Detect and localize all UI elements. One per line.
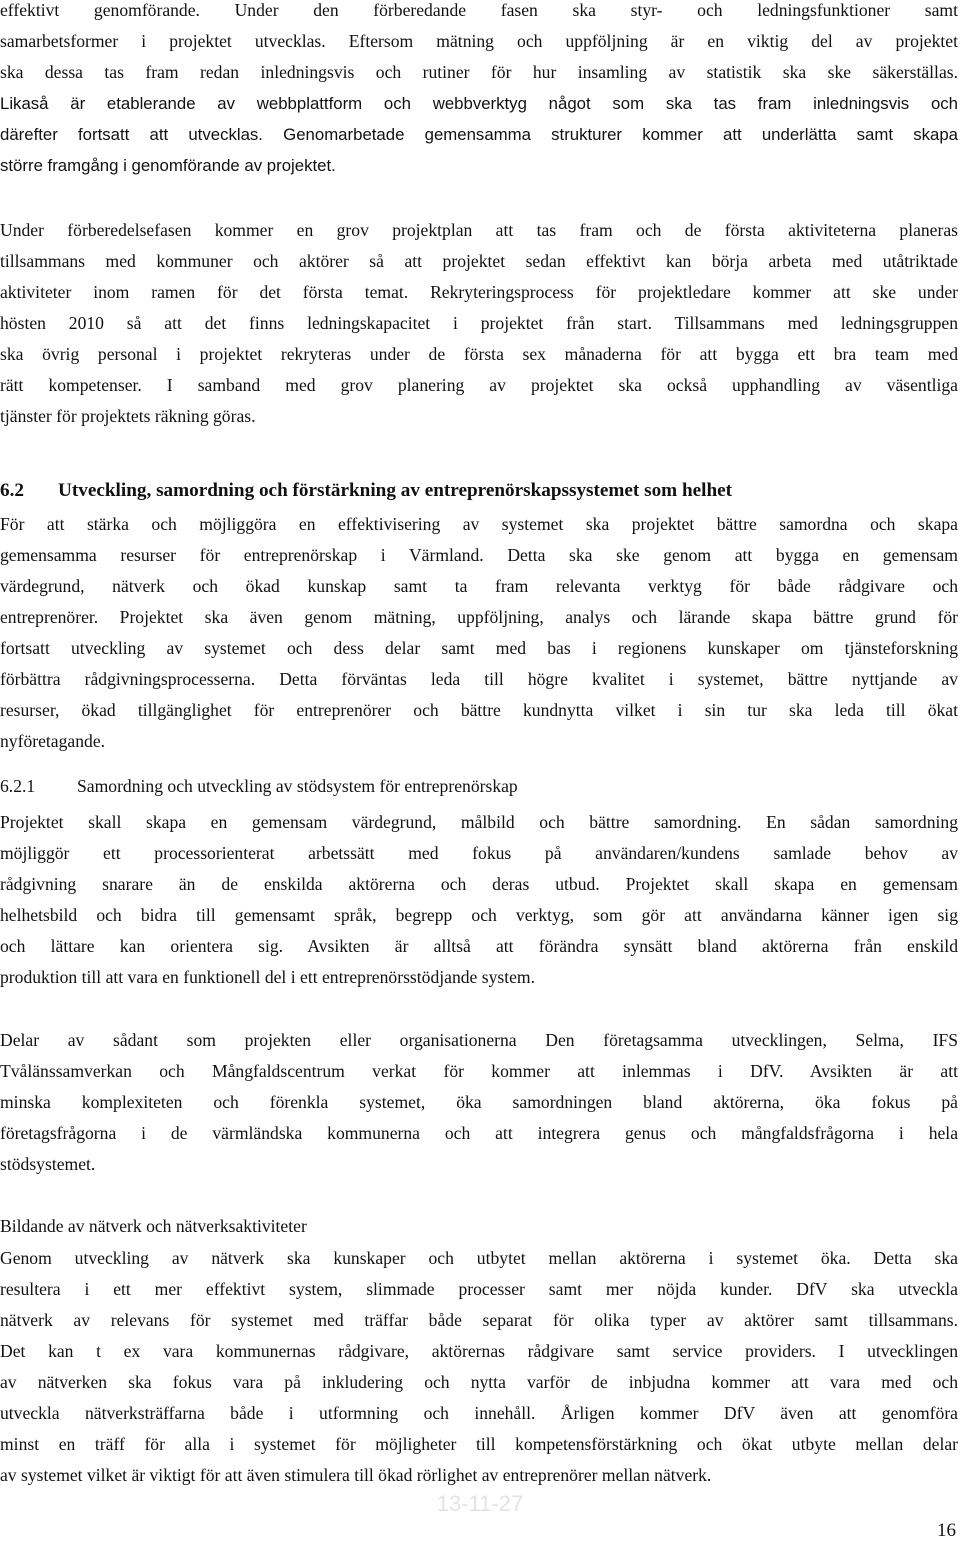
text-line: större framgång i genomförande av projektet. [0,156,336,175]
text-line: Tvålänssamverkan och Mångfaldscentrum verkat för kommer att inlemmas i DfV. Avsikten är att [0,1061,958,1081]
text-line: nätverk av relevans för systemet med träffar både separat för olika typer av aktörer samt tillsammans. [0,1310,958,1330]
text-line: utveckla nätverksträffarna både i utformning och innehåll. Årligen kommer DfV även att genomföra [0,1403,958,1423]
text-line: stödsystemet. [0,1154,96,1174]
text-line: rätt kompetenser. I samband med grov planering av projektet ska också upphandling av väsentliga [0,375,958,395]
text-line: värdegrund, nätverk och ökad kunskap samt ta fram relevanta verktyg för både rådgivare och [0,576,958,596]
text-line: minska komplexiteten och förenkla systemet, öka samordningen bland aktörerna, öka fokus på [0,1092,958,1112]
text-line: Projektet skall skapa en gemensam värdegrund, målbild och bättre samordning. En sådan samordning [0,812,958,832]
page-number: 16 [937,1520,956,1541]
text-line: För att stärka och möjliggöra en effektivisering av systemet ska projektet bättre samordna och skapa [0,514,958,534]
text-line: därefter fortsatt att utvecklas. Genomarbetade gemensamma strukturer kommer att underlätta samt skapa [0,125,958,144]
section-heading-6-2 [0,475,732,506]
text-line: Genom utveckling av nätverk ska kunskaper och utbytet mellan aktörerna i systemet öka. Detta ska [0,1248,958,1268]
text-line: av systemet vilket är viktigt för att även stimulera till ökad rörlighet av entreprenörer mellan nätverk. [0,1465,712,1485]
text-line: Delar av sådant som projekten eller organisationerna Den företagsamma utvecklingen, Selma, IFS [0,1030,958,1050]
text-line: förbättra rådgivningsprocesserna. Detta förväntas leda till högre kvalitet i systemet, bättre nyttjande av [0,669,958,689]
paragraph-coordination [0,807,958,993]
text-line: tillsammans med kommuner och aktörer så att projektet sedan effektivt kan börja arbeta med utåtriktade [0,251,958,271]
text-line: nyföretagande. [0,731,106,751]
text-line: Under förberedelsefasen kommer en grov projektplan att tas fram och de första aktiviteterna planeras [0,220,958,240]
text-line: helhetsbild och bidra till gemensamt språk, begrepp och verktyg, som gör att användarna känner igen sig [0,905,958,925]
text-line: fortsatt utveckling av systemet och dess delar samt med bas i regionens kunskaper om tjänsteforskning [0,638,958,658]
text-line: rådgivning snarare än de enskilda aktörerna och deras utbud. Projektet skall skapa en gemensam [0,874,958,894]
text-line: och lättare kan orientera sig. Avsikten är alltså att förändra synsätt bland aktörerna från enskild [0,936,958,956]
text-line: av nätverken ska fokus vara på inkludering och nytta varför de inbjudna kommer att vara med och [0,1372,958,1392]
text-line: effektivt genomförande. Under den förberedande fasen ska styr- och ledningsfunktioner samt [0,0,958,20]
footer-date: 13-11-27 [436,1491,524,1516]
section-number: 6.2 [0,480,24,501]
text-line: minst en träff för alla i systemet för möjligheter till kompetensförstärkning och ökat utbyte mellan delar [0,1434,958,1454]
text-line: möjliggör ett processorienterat arbetssätt med fokus på användaren/kundens samlade behov av [0,843,958,863]
text-line: tjänster för projektets räkning göras. [0,406,256,426]
section-heading-6-2-1 [0,771,518,802]
paragraph-preparation-phase [0,0,958,181]
subsection-heading-networks: Bildande av nätverk och nätverksaktiviteter [0,1216,307,1236]
text-line: entreprenörer. Projektet ska även genom mätning, uppföljning, analys och lärande skapa bättre grund för [0,607,958,627]
section-title: Samordning och utveckling av stödsystem för entreprenörskap [77,776,518,796]
paragraph-integration [0,1025,958,1180]
text-line: ska övrig personal i projektet rekryteras under de första sex månaderna för att bygga ett bra team med [0,344,958,364]
text-line: resultera i ett mer effektivt system, slimmade processer samt mer nöjda kunder. DfV ska utveckla [0,1279,958,1299]
paragraph-networks [0,1243,958,1491]
text-line: produktion till att vara en funktionell del i ett entreprenörsstödjande system. [0,967,536,987]
text-line: ska dessa tas fram redan inledningsvis och rutiner för hur insamling av statistik ska ske säkerställas. [0,62,958,82]
section-number: 6.2.1 [0,776,36,796]
text-line: Likaså är etablerande av webbplattform och webbverktyg något som ska tas fram inledningsvis och [0,94,958,113]
text-line: Det kan t ex vara kommunernas rådgivare, aktörernas rådgivare samt service providers. I utvecklingen [0,1341,958,1361]
paragraph-preparation-phase-plan [0,215,958,432]
text-line: aktiviteter inom ramen för det första temat. Rekryteringsprocess för projektledare kommer att ske under [0,282,958,302]
text-line: resurser, ökad tillgänglighet för entreprenörer och bättre kundnytta vilket i sin tur ska leda till ökat [0,700,958,720]
text-line: samarbetsformer i projektet utvecklas. Eftersom mätning och uppföljning är en viktig del av projektet [0,31,958,51]
paragraph-system-development [0,509,958,757]
text-line: företagsfrågorna i de värmländska kommunerna och att integrera genus och mångfaldsfrågorna i hela [0,1123,958,1143]
text-line: hösten 2010 så att det finns ledningskapacitet i projektet från start. Tillsammans med ledningsgruppen [0,313,958,333]
section-title: Utveckling, samordning och förstärkning av entreprenörskapssystemet som helhet [58,480,733,501]
text-line: gemensamma resurser för entreprenörskap i Värmland. Detta ska ske genom att bygga en gemensam [0,545,958,565]
